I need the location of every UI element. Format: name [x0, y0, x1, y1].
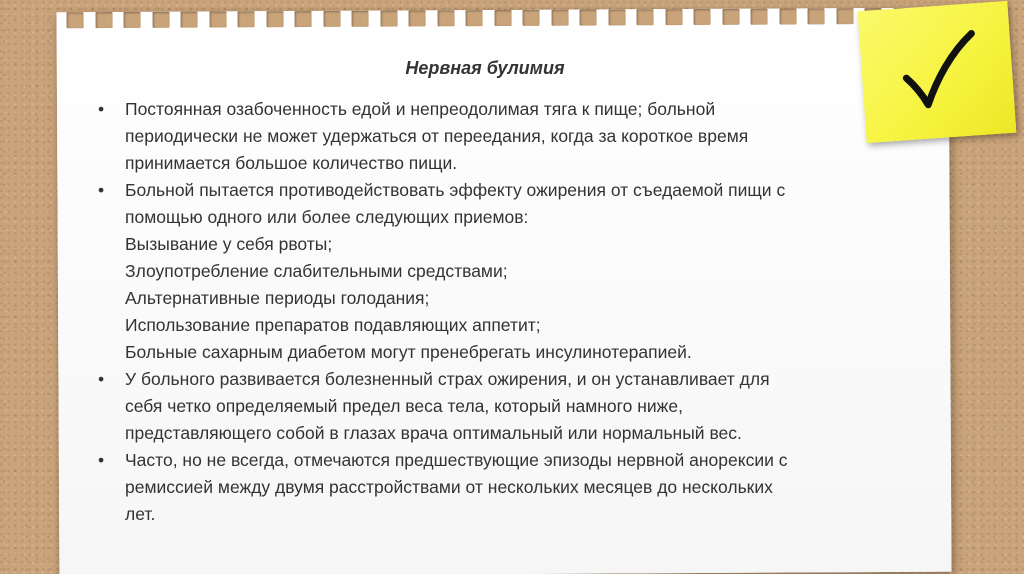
bullet-line: Больные сахарным диабетом могут пренебрегать инсулинотерапией.: [125, 342, 692, 362]
paper-hole: [551, 10, 568, 26]
slide-title: Нервная булимия: [405, 58, 565, 78]
paper-hole: [665, 9, 682, 25]
paper-hole: [437, 10, 454, 26]
paper-hole: [352, 11, 369, 27]
paper-hole: [779, 8, 796, 24]
paper-hole: [808, 8, 825, 24]
paper-hole: [209, 11, 226, 27]
paper-hole: [637, 9, 654, 25]
bullet-item: [98, 96, 898, 177]
bullet-icon: •: [98, 450, 105, 470]
bullet-line: Злоупотребление слабительными средствами;: [125, 261, 508, 281]
paper-hole: [181, 12, 198, 28]
paper-hole: [409, 10, 426, 26]
bullet-line: представляющего собой в глазах врача оптимальный или нормальный вес.: [125, 423, 742, 443]
bullet-line: лет.: [125, 504, 156, 524]
paper-hole: [466, 10, 483, 26]
paper-hole: [238, 11, 255, 27]
paper-hole: [836, 8, 853, 24]
bullet-icon: •: [98, 99, 105, 119]
bullet-line: Постоянная озабоченность едой и непреодолимая тяга к пище; больной: [125, 99, 716, 119]
bullet-line: периодически не может удержаться от переедания, когда за короткое время: [125, 126, 749, 146]
paper-hole: [694, 9, 711, 25]
bullet-item: [98, 366, 898, 447]
paper-hole: [295, 11, 312, 27]
paper-hole: [152, 12, 169, 28]
bullet-list: [98, 96, 898, 528]
paper-hole: [494, 10, 511, 26]
bullet-line: ремиссией между двумя расстройствами от нескольких месяцев до нескольких: [125, 477, 773, 497]
bullet-line: Альтернативные периоды голодания;: [125, 288, 430, 308]
paper-hole: [95, 12, 112, 28]
bullet-icon: •: [98, 180, 105, 200]
paper-hole: [608, 9, 625, 25]
paper-hole: [67, 12, 84, 28]
paper-hole: [523, 10, 540, 26]
paper-hole: [266, 11, 283, 27]
bullet-line: Больной пытается противодействовать эффекту ожирения от съедаемой пищи с: [125, 180, 786, 200]
paper-hole: [323, 11, 340, 27]
paper-hole: [380, 11, 397, 27]
bullet-line: принимается большое количество пищи.: [125, 153, 458, 173]
paper-hole: [580, 10, 597, 26]
bullet-icon: •: [98, 369, 105, 389]
paper-hole: [124, 12, 141, 28]
paper-hole: [751, 9, 768, 25]
bullet-line: себя четко определяемый предел веса тела, который намного ниже,: [125, 396, 683, 416]
bullet-item: [98, 447, 898, 528]
bullet-line: У больного развивается болезненный страх ожирения, и он устанавливает для: [125, 369, 770, 389]
bullet-line: помощью одного или более следующих приемов:: [125, 207, 529, 227]
paper-torn-holes: [67, 8, 937, 33]
bullet-line: Часто, но не всегда, отмечаются предшествующие эпизоды нервной анорексии с: [125, 450, 788, 470]
bullet-line: Вызывание у себя рвоты;: [125, 234, 333, 254]
bullet-line: Использование препаратов подавляющих аппетит;: [125, 315, 541, 335]
bullet-item: [98, 177, 898, 366]
paper-hole: [722, 9, 739, 25]
